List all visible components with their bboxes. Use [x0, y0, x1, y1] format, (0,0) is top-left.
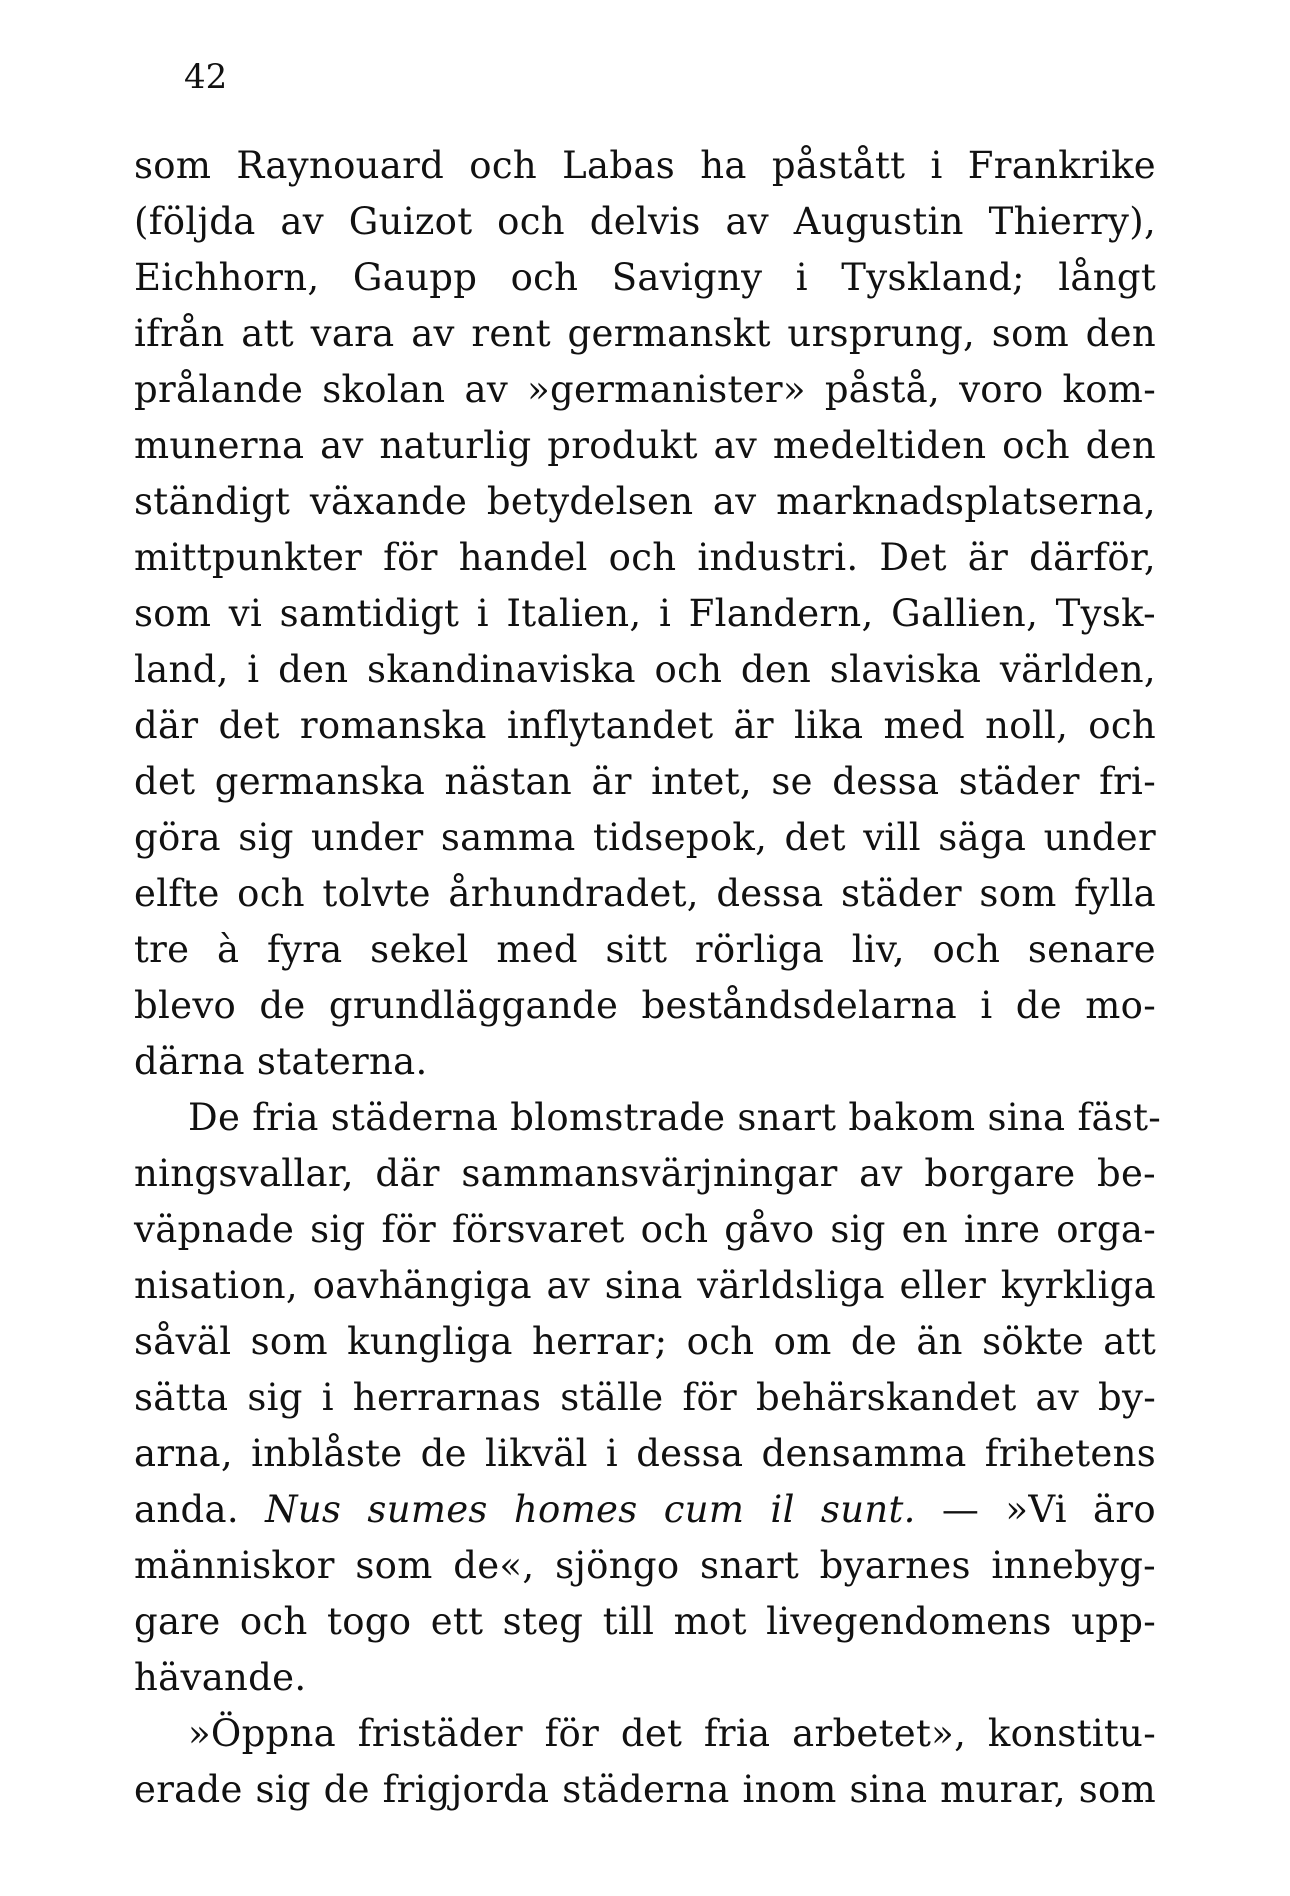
text-line: mittpunkter för handel och industri. Det är därför,: [134, 536, 1156, 579]
text-line: såväl som kungliga herrar; och om de än sökte att: [134, 1320, 1156, 1363]
text-line: gare och togo ett steg till mot livegendomens upp-: [134, 1600, 1156, 1643]
text-line: nisation, oavhängiga av sina världsliga eller kyrkliga: [134, 1264, 1156, 1307]
text-line: tre à fyra sekel med sitt rörliga liv, och senare: [134, 928, 1156, 971]
page-number: 42: [184, 57, 228, 97]
text-line: människor som de«, sjöngo snart byarnes innebyg-: [134, 1544, 1156, 1587]
italic-quote: Nus sumes homes cum il sunt.: [265, 1488, 916, 1531]
text-segment: — »Vi äro: [915, 1488, 1156, 1531]
text-line: som Raynouard och Labas ha påstått i Frankrike: [134, 144, 1156, 187]
text-line: arna, inblåste de likväl i dessa densamma frihetens: [134, 1432, 1156, 1475]
text-line: land, i den skandinaviska och den slaviska världen,: [134, 648, 1156, 691]
text-line: elfte och tolvte århundradet, dessa städer som fylla: [134, 872, 1156, 915]
text-line: det germanska nästan är intet, se dessa städer fri-: [134, 760, 1156, 803]
text-line: därna staterna.: [134, 1040, 428, 1083]
text-line-with-quote: [134, 1482, 1156, 1538]
text-line: Eichhorn, Gaupp och Savigny i Tyskland; långt: [134, 256, 1156, 299]
text-line: munerna av naturlig produkt av medeltiden och den: [134, 424, 1156, 467]
text-line: som vi samtidigt i Italien, i Flandern, Gallien, Tysk-: [134, 592, 1156, 635]
text-line: hävande.: [134, 1656, 307, 1699]
body-text: [134, 138, 1162, 1818]
text-line: prålande skolan av »germanister» påstå, voro kom-: [134, 368, 1156, 411]
paragraph-start-line: »Öppna fristäder för det fria arbetet», konstitu-: [188, 1712, 1156, 1755]
text-line: göra sig under samma tidsepok, det vill säga under: [134, 816, 1156, 859]
text-line: sätta sig i herrarnas ställe för behärskandet av by-: [134, 1376, 1156, 1419]
text-line: väpnade sig för försvaret och gåvo sig en inre orga-: [134, 1208, 1156, 1251]
text-line: blevo de grundläggande beståndsdelarna i de mo-: [134, 984, 1156, 1027]
text-line: erade sig de frigjorda städerna inom sina murar, som: [134, 1768, 1156, 1811]
text-segment: anda.: [134, 1488, 266, 1531]
text-line: där det romanska inflytandet är lika med noll, och: [134, 704, 1156, 747]
text-line: ständigt växande betydelsen av marknadsplatserna,: [134, 480, 1156, 523]
paragraph-start-line: De fria städerna blomstrade snart bakom sina fäst-: [188, 1096, 1162, 1139]
text-line: ningsvallar, där sammansvärjningar av borgare be-: [134, 1152, 1156, 1195]
text-line: (följda av Guizot och delvis av Augustin Thierry),: [134, 200, 1156, 243]
text-line: ifrån att vara av rent germanskt ursprung, som den: [134, 312, 1156, 355]
